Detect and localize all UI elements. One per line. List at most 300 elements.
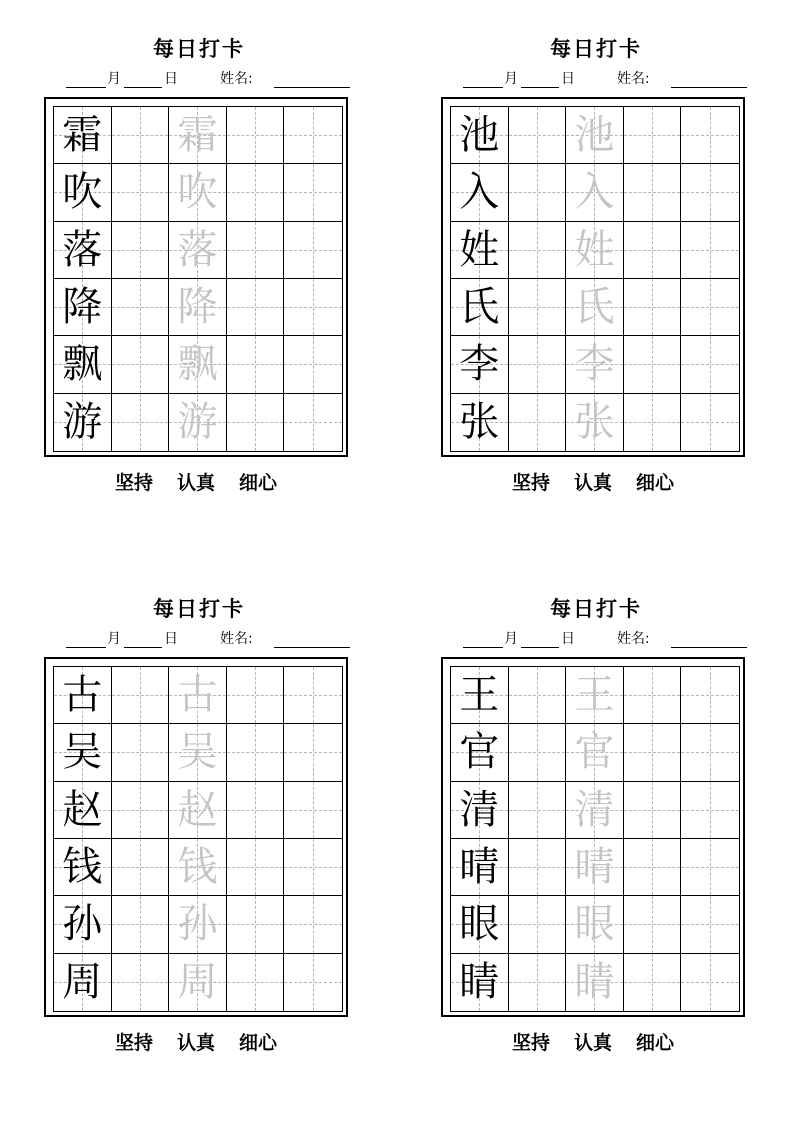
model-character: 晴 [459,844,500,891]
grid-cell[interactable] [112,164,170,221]
grid-cell[interactable] [169,896,227,953]
trace-character: 降 [177,284,218,331]
guide-line-vertical [255,954,256,1011]
guide-line-vertical [313,896,314,952]
trace-character: 游 [177,399,218,446]
grid-cell[interactable] [566,667,624,724]
grid-cell[interactable] [566,954,624,1011]
guide-line-vertical [140,222,141,278]
guide-line-vertical [140,954,141,1011]
guide-line-vertical [313,394,314,451]
grid-cell[interactable] [624,164,682,221]
trace-character: 古 [177,672,218,719]
guide-line-vertical [140,896,141,952]
grid-cell[interactable] [112,896,170,953]
grid-cell[interactable] [451,782,509,839]
motto-row [44,471,348,495]
guide-line-vertical [652,394,653,451]
grid-cell[interactable] [169,782,227,839]
practice-card [44,36,354,506]
guide-line-vertical [140,279,141,335]
grid-cell[interactable] [451,724,509,781]
guide-line-vertical [140,164,141,220]
model-character: 古 [62,672,103,719]
grid-cell[interactable] [284,279,342,336]
model-character: 吴 [62,729,103,776]
grid-cell[interactable] [451,667,509,724]
motto-word: 认真 [573,472,612,494]
motto-word: 细心 [239,1032,278,1054]
name-label: 姓名: [617,631,650,647]
grid-cell[interactable] [509,782,567,839]
trace-character: 吴 [177,729,218,776]
guide-line-vertical [652,954,653,1011]
grid-cell[interactable] [54,954,112,1011]
guide-line-vertical [140,336,141,392]
trace-character: 落 [177,226,218,273]
grid-cell[interactable] [112,667,170,724]
month-blank[interactable] [463,647,503,648]
trace-character: 眼 [574,901,615,948]
model-character: 睛 [459,959,500,1006]
model-character: 官 [459,729,500,776]
grid-cell[interactable] [681,279,739,336]
grid-cell[interactable] [451,222,509,279]
grid-cell[interactable] [169,394,227,451]
grid-cell[interactable] [566,724,624,781]
name-label: 姓名: [617,71,650,87]
day-label: 日 [164,631,178,647]
grid-cell[interactable] [566,896,624,953]
guide-line-vertical [140,782,141,838]
month-label: 月 [107,71,121,87]
grid-cell[interactable] [451,896,509,953]
grid-cell[interactable] [284,107,342,164]
guide-line-vertical [313,336,314,392]
grid-cell[interactable] [112,954,170,1011]
trace-character: 钱 [177,844,218,891]
guide-line-vertical [710,222,711,278]
grid-cell[interactable] [509,222,567,279]
grid-cell[interactable] [451,336,509,393]
day-label: 日 [164,71,178,87]
guide-line-vertical [255,394,256,451]
grid-cell[interactable] [54,896,112,953]
guide-line-vertical [255,279,256,335]
grid-cell[interactable] [112,107,170,164]
grid-cell[interactable] [451,107,509,164]
guide-line-vertical [313,107,314,163]
grid-cell[interactable] [169,336,227,393]
trace-character: 清 [574,786,615,833]
model-character: 氏 [459,284,500,331]
guide-line-vertical [140,667,141,723]
month-label: 月 [504,631,518,647]
trace-character: 张 [574,399,615,446]
grid-cell[interactable] [681,222,739,279]
guide-line-vertical [710,896,711,952]
guide-line-vertical [652,107,653,163]
grid-cell[interactable] [509,336,567,393]
grid-cell[interactable] [54,336,112,393]
motto-word: 细心 [636,472,675,494]
trace-character: 吹 [177,169,218,216]
grid-cell[interactable] [227,954,285,1011]
date-name-row [441,70,751,90]
motto-word: 细心 [636,1032,675,1054]
name-label: 姓名: [220,631,253,647]
guide-line-vertical [537,279,538,335]
trace-character: 睛 [574,959,615,1006]
model-character: 张 [459,399,500,446]
grid-cell[interactable] [54,164,112,221]
name-blank[interactable] [274,647,350,648]
grid-cell[interactable] [681,724,739,781]
grid-cell[interactable] [451,279,509,336]
guide-line-vertical [537,782,538,838]
grid-cell[interactable] [112,336,170,393]
guide-line-vertical [313,164,314,220]
grid-cell[interactable] [227,839,285,896]
grid-cell[interactable] [54,782,112,839]
grid-cell[interactable] [509,164,567,221]
grid-cell[interactable] [681,164,739,221]
guide-line-vertical [652,896,653,952]
grid-cell[interactable] [509,667,567,724]
trace-character: 霜 [177,112,218,159]
guide-line-vertical [652,724,653,780]
model-character: 落 [62,226,103,273]
guide-line-vertical [537,222,538,278]
grid-cell[interactable] [284,896,342,953]
trace-character: 入 [574,169,615,216]
grid-cell[interactable] [54,222,112,279]
name-blank[interactable] [671,87,747,88]
grid-cell[interactable] [681,954,739,1011]
month-blank[interactable] [66,647,106,648]
grid-cell[interactable] [681,336,739,393]
grid-cell[interactable] [227,336,285,393]
guide-line-vertical [537,667,538,723]
grid-cell[interactable] [284,782,342,839]
date-name-row [441,630,751,650]
trace-character: 官 [574,729,615,776]
model-character: 游 [62,399,103,446]
practice-frame [441,97,745,457]
model-character: 池 [459,112,500,159]
model-character: 周 [62,959,103,1006]
day-blank[interactable] [521,647,559,648]
grid-cell[interactable] [54,667,112,724]
grid-cell[interactable] [227,724,285,781]
grid-cell[interactable] [624,954,682,1011]
motto-word: 认真 [176,1032,215,1054]
motto-row [441,471,745,495]
grid-cell[interactable] [509,839,567,896]
grid-cell[interactable] [112,279,170,336]
grid-cell[interactable] [624,394,682,451]
card-title: 每日打卡 [153,596,245,621]
guide-line-vertical [710,164,711,220]
guide-line-vertical [537,107,538,163]
guide-line-vertical [255,164,256,220]
guide-line-vertical [710,667,711,723]
grid-cell[interactable] [169,164,227,221]
trace-character: 赵 [177,786,218,833]
motto-word: 细心 [239,472,278,494]
trace-character: 晴 [574,844,615,891]
day-label: 日 [561,71,575,87]
practice-frame [44,97,348,457]
grid-cell[interactable] [624,667,682,724]
guide-line-vertical [537,954,538,1011]
grid-cell[interactable] [227,107,285,164]
guide-line-vertical [652,782,653,838]
grid-cell[interactable] [451,839,509,896]
guide-line-vertical [652,336,653,392]
practice-frame [44,657,348,1017]
guide-line-vertical [255,222,256,278]
grid-cell[interactable] [169,724,227,781]
guide-line-vertical [710,839,711,895]
guide-line-vertical [140,839,141,895]
guide-line-vertical [255,782,256,838]
guide-line-vertical [313,839,314,895]
model-character: 王 [459,672,500,719]
grid-cell[interactable] [284,954,342,1011]
grid-cell[interactable] [624,782,682,839]
grid-cell[interactable] [509,896,567,953]
grid-cell[interactable] [509,724,567,781]
grid-cell[interactable] [284,839,342,896]
grid-cell[interactable] [624,107,682,164]
guide-line-vertical [652,279,653,335]
grid-cell[interactable] [284,222,342,279]
guide-line-vertical [652,667,653,723]
grid-cell[interactable] [54,394,112,451]
grid-cell[interactable] [681,667,739,724]
card-title: 每日打卡 [153,36,245,61]
guide-line-vertical [710,279,711,335]
grid-cell[interactable] [681,107,739,164]
grid-cell[interactable] [54,107,112,164]
day-blank[interactable] [124,647,162,648]
date-name-row [44,70,354,90]
grid-cell[interactable] [284,394,342,451]
grid-cell[interactable] [227,222,285,279]
guide-line-vertical [255,107,256,163]
grid-cell[interactable] [112,222,170,279]
grid-cell[interactable] [681,896,739,953]
guide-line-vertical [313,222,314,278]
guide-line-vertical [140,107,141,163]
guide-line-vertical [255,896,256,952]
guide-line-vertical [537,164,538,220]
grid-cell[interactable] [509,107,567,164]
grid-cell[interactable] [227,896,285,953]
grid-cell[interactable] [169,107,227,164]
grid-cell[interactable] [451,954,509,1011]
guide-line-vertical [652,164,653,220]
grid-cell[interactable] [509,954,567,1011]
guide-line-vertical [140,394,141,451]
grid-cell[interactable] [54,839,112,896]
card-title: 每日打卡 [550,596,642,621]
trace-character: 周 [177,959,218,1006]
guide-line-vertical [537,724,538,780]
grid-cell[interactable] [227,394,285,451]
guide-line-vertical [710,782,711,838]
grid-cell[interactable] [112,839,170,896]
grid-cell[interactable] [169,279,227,336]
practice-frame [441,657,745,1017]
grid-cell[interactable] [112,394,170,451]
motto-row [441,1031,745,1055]
name-label: 姓名: [220,71,253,87]
date-name-row [44,630,354,650]
card-title: 每日打卡 [550,36,642,61]
day-blank[interactable] [521,87,559,88]
grid-cell[interactable] [54,279,112,336]
motto-word: 坚持 [511,472,550,494]
grid-cell[interactable] [624,279,682,336]
grid-cell[interactable] [681,839,739,896]
guide-line-vertical [313,279,314,335]
trace-character: 李 [574,341,615,388]
grid-cell[interactable] [169,954,227,1011]
model-character: 孙 [62,901,103,948]
month-label: 月 [107,631,121,647]
trace-character: 王 [574,672,615,719]
model-character: 飘 [62,341,103,388]
grid-cell[interactable] [624,222,682,279]
guide-line-vertical [710,107,711,163]
day-blank[interactable] [124,87,162,88]
model-character: 李 [459,341,500,388]
guide-line-vertical [652,839,653,895]
grid-cell[interactable] [451,164,509,221]
guide-line-vertical [255,724,256,780]
grid-cell[interactable] [509,394,567,451]
grid-cell[interactable] [566,336,624,393]
guide-line-vertical [313,724,314,780]
guide-line-vertical [652,222,653,278]
grid-cell[interactable] [509,279,567,336]
month-label: 月 [504,71,518,87]
model-character: 眼 [459,901,500,948]
tianzige-grid [53,666,343,1012]
guide-line-vertical [255,667,256,723]
trace-character: 孙 [177,901,218,948]
motto-word: 坚持 [114,1032,153,1054]
practice-card [44,596,354,1066]
motto-word: 认真 [176,472,215,494]
trace-character: 氏 [574,284,615,331]
model-character: 吹 [62,169,103,216]
grid-cell[interactable] [284,667,342,724]
tianzige-grid [53,106,343,452]
name-blank[interactable] [671,647,747,648]
guide-line-vertical [537,839,538,895]
guide-line-vertical [537,394,538,451]
model-character: 姓 [459,226,500,273]
model-character: 钱 [62,844,103,891]
guide-line-vertical [710,336,711,392]
practice-card [441,596,751,1066]
grid-cell[interactable] [227,279,285,336]
guide-line-vertical [710,954,711,1011]
guide-line-vertical [537,336,538,392]
grid-cell[interactable] [112,782,170,839]
tianzige-grid [450,666,740,1012]
model-character: 降 [62,284,103,331]
guide-line-vertical [710,724,711,780]
trace-character: 飘 [177,341,218,388]
grid-cell[interactable] [54,724,112,781]
trace-character: 池 [574,112,615,159]
grid-cell[interactable] [284,336,342,393]
grid-cell[interactable] [169,222,227,279]
practice-card [441,36,751,506]
grid-cell[interactable] [112,724,170,781]
guide-line-vertical [313,954,314,1011]
grid-cell[interactable] [624,839,682,896]
model-character: 赵 [62,786,103,833]
grid-cell[interactable] [566,782,624,839]
grid-cell[interactable] [227,782,285,839]
motto-word: 坚持 [511,1032,550,1054]
grid-cell[interactable] [624,336,682,393]
model-character: 清 [459,786,500,833]
grid-cell[interactable] [227,164,285,221]
guide-line-vertical [313,667,314,723]
grid-cell[interactable] [566,164,624,221]
grid-cell[interactable] [566,839,624,896]
guide-line-vertical [710,394,711,451]
model-character: 霜 [62,112,103,159]
guide-line-vertical [255,839,256,895]
motto-word: 认真 [573,1032,612,1054]
month-blank[interactable] [66,87,106,88]
motto-word: 坚持 [114,472,153,494]
motto-row [44,1031,348,1055]
model-character: 入 [459,169,500,216]
month-blank[interactable] [463,87,503,88]
trace-character: 姓 [574,226,615,273]
guide-line-vertical [313,782,314,838]
grid-cell[interactable] [451,394,509,451]
grid-cell[interactable] [169,839,227,896]
grid-cell[interactable] [624,896,682,953]
grid-cell[interactable] [681,394,739,451]
grid-cell[interactable] [566,279,624,336]
grid-cell[interactable] [681,782,739,839]
grid-cell[interactable] [566,107,624,164]
grid-cell[interactable] [284,164,342,221]
guide-line-vertical [537,896,538,952]
grid-cell[interactable] [566,222,624,279]
name-blank[interactable] [274,87,350,88]
guide-line-vertical [255,336,256,392]
grid-cell[interactable] [624,724,682,781]
grid-cell[interactable] [169,667,227,724]
grid-cell[interactable] [227,667,285,724]
grid-cell[interactable] [566,394,624,451]
tianzige-grid [450,106,740,452]
day-label: 日 [561,631,575,647]
grid-cell[interactable] [284,724,342,781]
guide-line-vertical [140,724,141,780]
